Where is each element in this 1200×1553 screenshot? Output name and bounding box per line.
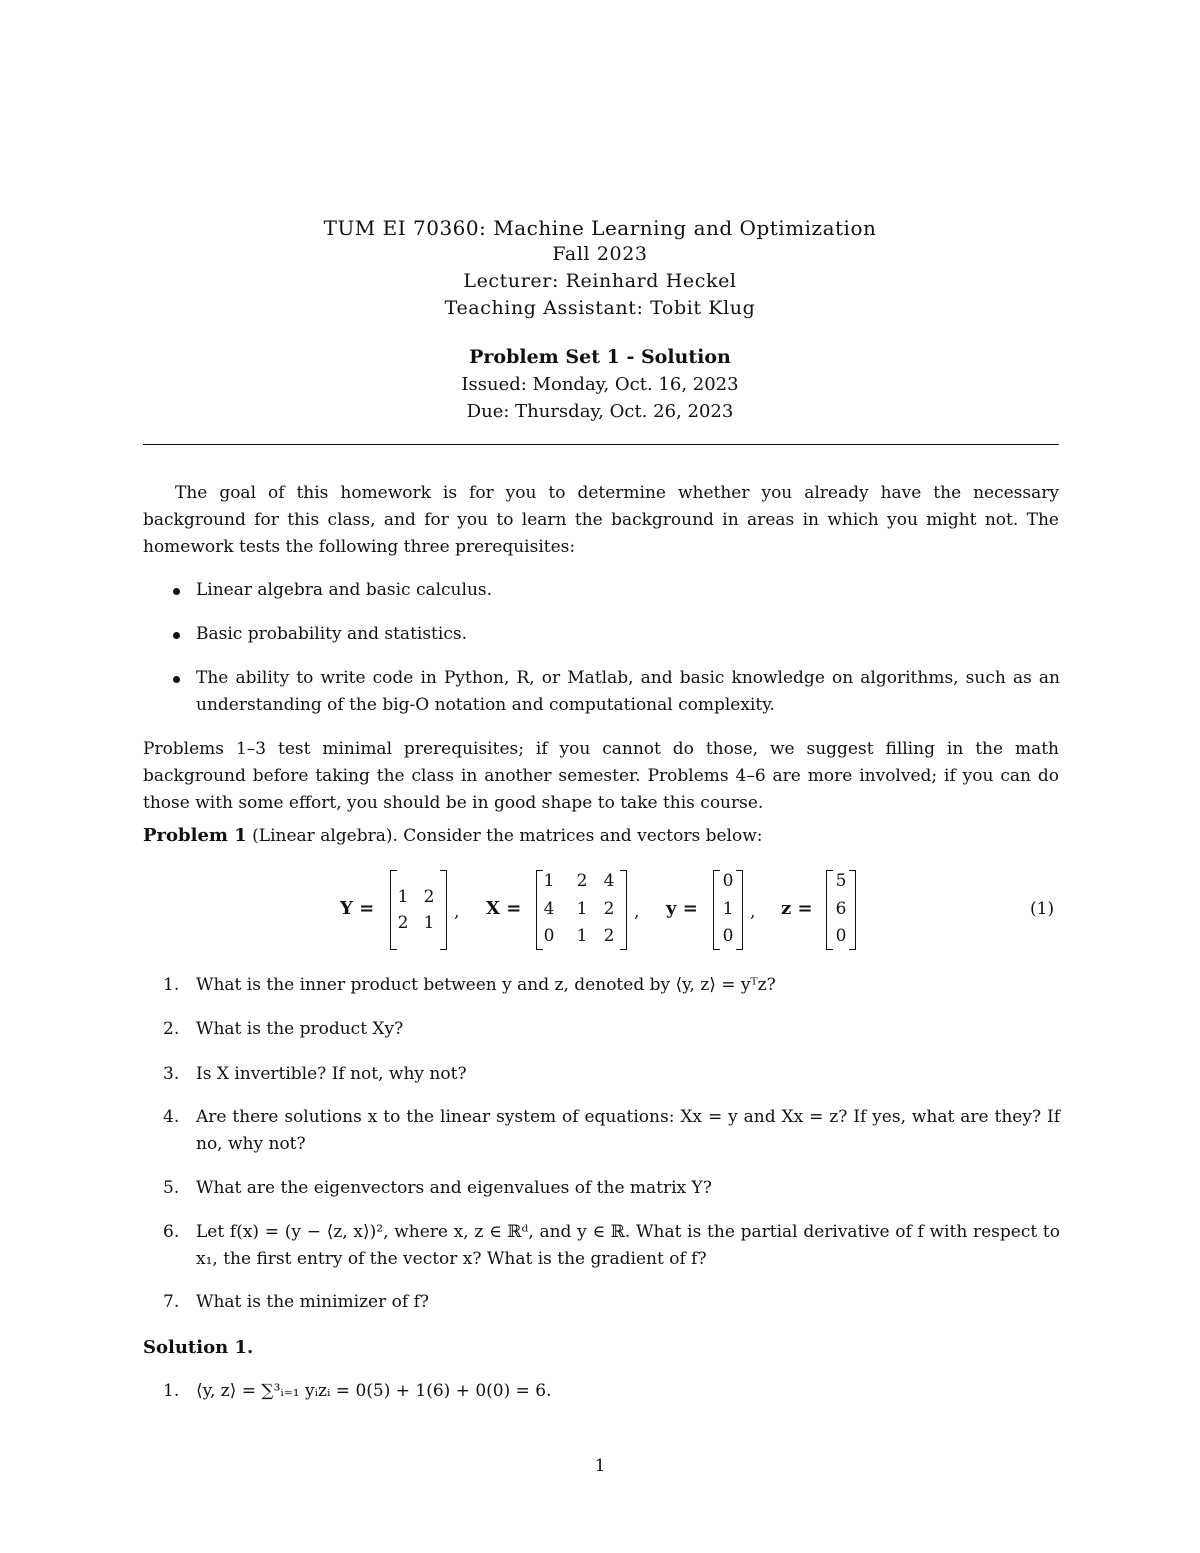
vector-y-symbol: y = [666,898,698,919]
teaching-assistant: Teaching Assistant: Tobit Klug [444,297,756,319]
equation-1 [0,868,1200,952]
question-number: 5. [163,1178,180,1198]
prerequisite-item: Basic probability and statistics. [196,624,467,644]
question-text: What are the eigenvectors and eigenvalues of the matrix Y? [196,1178,712,1198]
equation-label: (1) [1030,899,1055,919]
solution-number: 1. [163,1381,180,1401]
matrix-cell: 2 [603,899,615,919]
bracket-right [440,870,447,950]
matrix-cell: 1 [397,887,409,907]
issued-date: Issued: Monday, Oct. 16, 2023 [461,374,739,395]
question-number: 7. [163,1292,180,1312]
matrix-cell: 4 [543,899,555,919]
question-number: 6. [163,1222,180,1242]
note-paragraph: Problems 1–3 test minimal prerequisites; if you cannot do those, we suggest filling in the math background before taking the class in another semester. Problems 4–6 are more involved; if you can do those with some effort, you should be in good shape to take this course. [143,739,1059,813]
term: Fall 2023 [552,243,648,265]
matrix-cell: 4 [603,871,615,891]
problem-1-intro: (Linear algebra). Consider the matrices and vectors below: [252,826,763,846]
matrix-cell: 1 [543,871,555,891]
lecturer: Lecturer: Reinhard Heckel [463,270,737,292]
matrix-Y-symbol: Y = [340,898,375,919]
matrix-cell: 0 [543,926,555,946]
vector-cell: 1 [722,899,734,919]
question-text: What is the inner product between y and z, denoted by ⟨y, z⟩ = yᵀz? [196,975,776,995]
question-text: Is X invertible? If not, why not? [196,1064,467,1084]
vector-cell: 5 [835,871,847,891]
bracket-left [390,870,397,950]
vector-cell: 0 [722,926,734,946]
problem-1-heading [143,822,1059,850]
vector-z [826,870,856,950]
vector-cell: 6 [835,899,847,919]
intro-paragraph: The goal of this homework is for you to determine whether you already have the necessary background for this class, and for you to learn the background in areas in which you might not. The homework tests the following three prerequisites: [143,483,1059,557]
matrix-cell: 2 [603,926,615,946]
question-number: 4. [163,1107,180,1127]
prerequisite-item: Linear algebra and basic calculus. [196,580,493,600]
course-title: TUM EI 70360: Machine Learning and Optimization [323,216,877,240]
prerequisite-item: The ability to write code in Python, R, or Matlab, and basic knowledge on algorithms, such as an understanding of the big-O notation and computational complexity. [196,668,1060,715]
question-number: 2. [163,1019,180,1039]
bullet-icon [173,676,180,683]
question-text: Let f(x) = (y − ⟨z, x⟩)², where x, z ∈ ℝᵈ, and y ∈ ℝ. What is the partial derivative of f with respect to x₁, the first entry of the vector x? What is the gradient of f? [196,1222,1060,1269]
matrix-cell: 2 [576,871,588,891]
bracket-right [620,870,627,950]
matrix-X [536,870,628,950]
question-text: Are there solutions x to the linear system of equations: Xx = y and Xx = z? If yes, what are they? If no, why not? [196,1107,1060,1154]
problem-1-label: Problem 1 [143,825,247,846]
problem-set-title: Problem Set 1 - Solution [469,346,731,368]
separator-comma: , [634,902,640,922]
header-divider [143,444,1059,445]
matrix-cell: 2 [397,913,409,933]
bullet-icon [173,588,180,595]
matrix-X-symbol: X = [486,898,522,919]
page-number: 1 [594,1456,606,1476]
solution-1-heading: Solution 1. [143,1337,254,1358]
separator-comma: , [750,902,756,922]
matrix-cell: 1 [423,913,435,933]
matrix-cell: 1 [576,926,588,946]
matrix-cell: 1 [576,899,588,919]
solution-text: ⟨y, z⟩ = ∑³ᵢ₌₁ yᵢzᵢ = 0(5) + 1(6) + 0(0) = 6. [196,1381,552,1401]
question-number: 1. [163,975,180,995]
matrix-cell: 2 [423,887,435,907]
separator-comma: , [454,902,460,922]
question-number: 3. [163,1064,180,1084]
vector-z-symbol: z = [781,898,813,919]
question-text: What is the product Xy? [196,1019,404,1039]
matrix-Y [390,870,448,950]
vector-cell: 0 [835,926,847,946]
vector-cell: 0 [722,871,734,891]
question-text: What is the minimizer of f? [196,1292,429,1312]
bullet-icon [173,632,180,639]
due-date: Due: Thursday, Oct. 26, 2023 [466,401,734,422]
vector-y [713,870,743,950]
